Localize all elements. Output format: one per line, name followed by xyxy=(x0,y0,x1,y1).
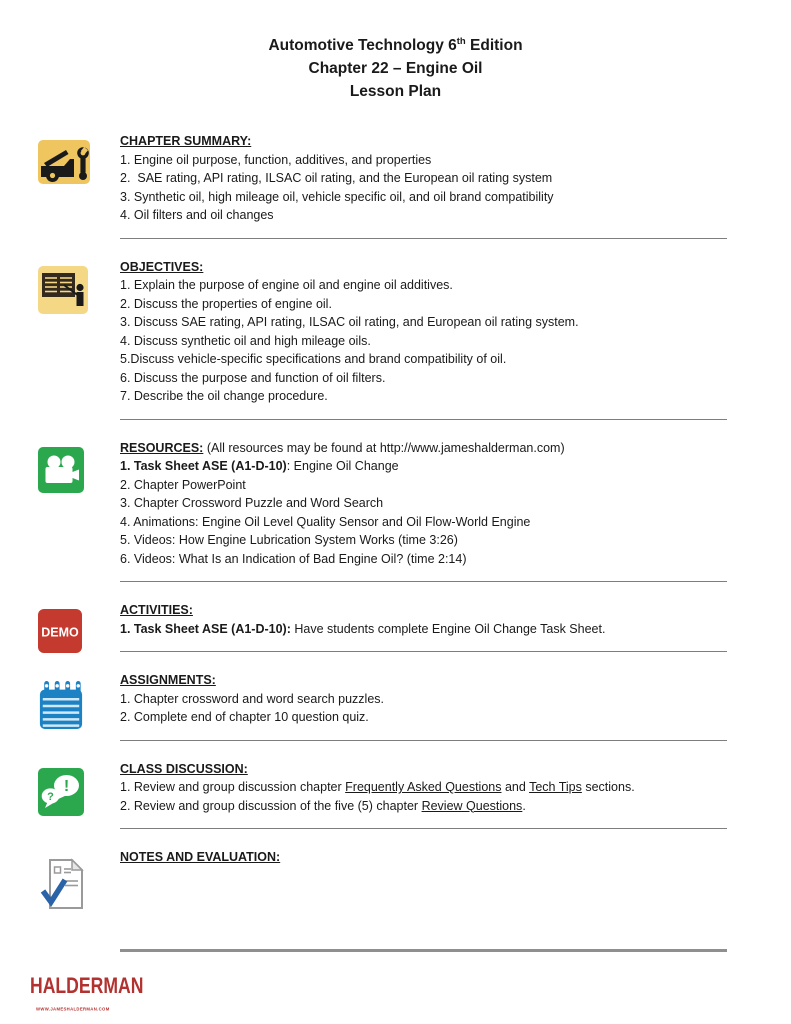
discussion-icon xyxy=(0,760,120,849)
list-item xyxy=(120,457,727,476)
text-segment: . xyxy=(522,798,526,813)
list-item xyxy=(120,513,727,532)
text-segment: 5. Videos: How Engine Lubrication System Works (time 3:26) xyxy=(120,533,458,548)
text-segment: Frequently Asked Questions xyxy=(345,780,502,795)
list-item xyxy=(120,350,727,369)
sections-container xyxy=(0,132,791,952)
section-chapter-summary xyxy=(0,132,791,258)
section-divider xyxy=(120,949,727,952)
text-segment: Tech Tips xyxy=(529,780,582,795)
text-segment: 1. Chapter crossword and word search puzzles. xyxy=(120,691,385,706)
list-item xyxy=(120,295,727,314)
text-segment: 3. Synthetic oil, high mileage oil, vehicle specific oil, and oil brand compatibility xyxy=(120,189,554,204)
text-segment: sections. xyxy=(581,780,635,795)
list-item xyxy=(120,387,727,406)
text-segment: 3. Chapter Crossword Puzzle and Word Search xyxy=(120,496,384,511)
section-divider xyxy=(120,581,727,582)
section-assignments xyxy=(0,671,791,760)
section-heading: RESOURCES: xyxy=(120,440,204,455)
list-item xyxy=(120,550,727,569)
section-class-discussion xyxy=(0,760,791,849)
section-heading-line xyxy=(120,439,727,458)
list-item xyxy=(120,369,727,388)
text-segment: 1. Engine oil purpose, function, additives, and properties xyxy=(120,152,432,167)
text-segment: 1. Task Sheet ASE (A1-D-10) xyxy=(120,459,287,474)
svg-text:!: ! xyxy=(63,777,70,795)
list-item xyxy=(120,797,727,816)
text-segment: 2. SAE rating, API rating, ILSAC oil rating, and the European oil rating system xyxy=(120,171,553,186)
car-repair-icon xyxy=(0,132,120,258)
notepad-icon xyxy=(0,671,120,760)
section-divider xyxy=(120,740,727,741)
text-segment: 4. Discuss synthetic oil and high mileage oils. xyxy=(120,333,371,348)
list-item xyxy=(120,476,727,495)
logo-tagline: WWW.JAMESHALDERMAN.COM xyxy=(36,1006,110,1012)
list-item xyxy=(120,620,727,639)
document-title xyxy=(0,0,791,103)
section-heading-line xyxy=(120,132,727,151)
list-item xyxy=(120,169,727,188)
section-heading: OBJECTIVES: xyxy=(120,259,204,274)
text-segment: Have students complete Engine Oil Change Task Sheet. xyxy=(290,621,606,636)
title-line-1 xyxy=(0,30,791,57)
title-edition-sup: th xyxy=(456,36,466,47)
logo-wordmark: HALDERMAN xyxy=(30,972,144,998)
title-line-3: Lesson Plan xyxy=(349,83,442,101)
text-segment: 4. Animations: Engine Oil Level Quality Sensor and Oil Flow-World Engine xyxy=(120,514,531,529)
text-segment: 7. Describe the oil change procedure. xyxy=(120,389,328,404)
section-objectives xyxy=(0,258,791,439)
section-activities xyxy=(0,601,791,671)
title-line-2: Chapter 22 – Engine Oil xyxy=(308,60,483,78)
text-segment: 4. Oil filters and oil changes xyxy=(120,208,274,223)
list-item xyxy=(120,690,727,709)
section-heading-line xyxy=(120,258,727,277)
section-heading-line xyxy=(120,671,727,690)
text-segment: : Engine Oil Change xyxy=(286,459,399,474)
text-segment: 1. Task Sheet ASE (A1-D-10): xyxy=(120,621,291,636)
text-segment: 6. Discuss the purpose and function of oil filters. xyxy=(120,370,386,385)
section-heading-line xyxy=(120,848,727,867)
section-heading: ASSIGNMENTS: xyxy=(120,673,216,688)
text-segment: 1. Explain the purpose of engine oil and engine oil additives. xyxy=(120,278,453,293)
text-segment: 3. Discuss SAE rating, API rating, ILSAC oil rating, and European oil rating system. xyxy=(120,315,579,330)
section-heading: CLASS DISCUSSION: xyxy=(120,761,248,776)
section-heading-line xyxy=(120,601,727,620)
section-divider xyxy=(120,238,727,239)
list-item xyxy=(120,531,727,550)
section-heading-line xyxy=(120,760,727,779)
text-segment: 5.Discuss vehicle-specific specifications and brand compatibility of oil. xyxy=(120,352,507,367)
text-segment: and xyxy=(501,780,530,795)
halderman-logo xyxy=(30,972,791,1016)
section-divider xyxy=(120,828,727,829)
section-divider xyxy=(120,651,727,652)
text-segment: 2. Chapter PowerPoint xyxy=(120,477,246,492)
demo-icon xyxy=(0,601,120,671)
text-segment: 2. Complete end of chapter 10 question quiz. xyxy=(120,710,369,725)
list-item xyxy=(120,276,727,295)
text-segment: Review Questions xyxy=(421,798,523,813)
section-heading: ACTIVITIES: xyxy=(120,603,193,618)
list-item xyxy=(120,778,727,797)
video-camera-icon xyxy=(0,439,120,602)
section-resources xyxy=(0,439,791,602)
title-edition-text: Automotive Technology 6 xyxy=(268,37,457,55)
text-segment: 1. Review and group discussion chapter xyxy=(120,780,346,795)
section-divider xyxy=(120,419,727,420)
document-check-icon xyxy=(0,848,120,952)
section-heading: CHAPTER SUMMARY: xyxy=(120,134,252,149)
text-segment: 2. Review and group discussion of the five (5) chapter xyxy=(120,798,422,813)
title-edition-tail: Edition xyxy=(465,37,523,55)
list-item xyxy=(120,708,727,727)
presentation-icon xyxy=(0,258,120,439)
list-item xyxy=(120,494,727,513)
list-item xyxy=(120,332,727,351)
list-item xyxy=(120,313,727,332)
section-heading: NOTES AND EVALUATION: xyxy=(120,850,281,865)
svg-text:DEMO: DEMO xyxy=(41,625,79,640)
list-item xyxy=(120,188,727,207)
list-item xyxy=(120,206,727,225)
section-notes-and-evaluation xyxy=(0,848,791,952)
list-item xyxy=(120,151,727,170)
section-heading-suffix: (All resources may be found at http://www.jameshalderman.com) xyxy=(203,440,565,455)
text-segment: 2. Discuss the properties of engine oil. xyxy=(120,296,332,311)
text-segment: 6. Videos: What Is an Indication of Bad Engine Oil? (time 2:14) xyxy=(120,551,467,566)
svg-text:?: ? xyxy=(47,790,54,803)
